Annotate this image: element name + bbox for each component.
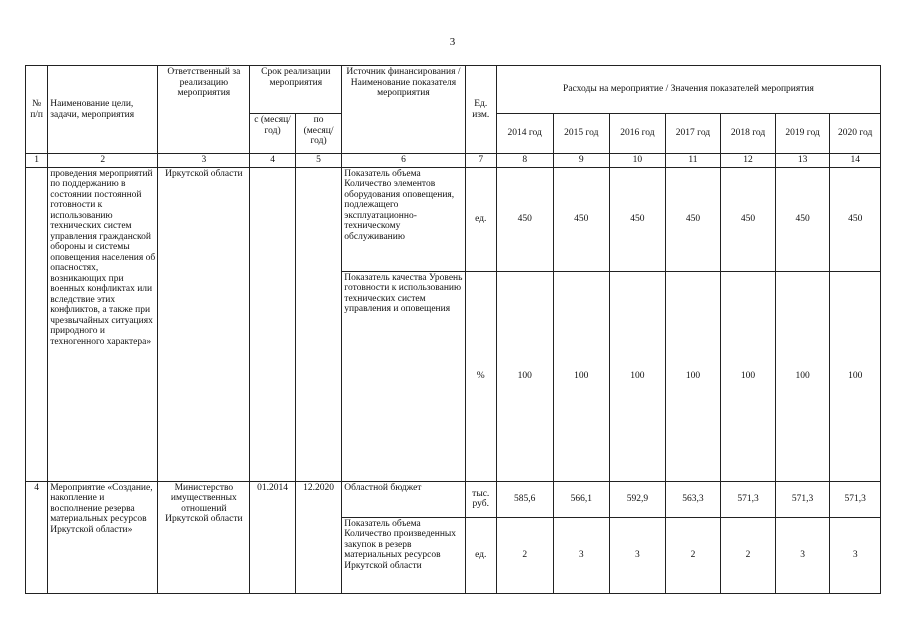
- header-expenses: Расходы на мероприятие / Значения показателей мероприятия: [496, 66, 880, 114]
- header-unit: Ед. изм.: [465, 66, 496, 154]
- header-responsible: Ответственный за реализацию мероприятия: [158, 66, 250, 154]
- value-2019: 3: [775, 517, 830, 593]
- value-2015: 100: [553, 271, 610, 481]
- value-2014: 2: [496, 517, 553, 593]
- indicator-name: Показатель объема Количество произведенных закупок в резерв материальных ресурсов Иркутской области: [342, 517, 465, 593]
- header-year-2020: 2020 год: [830, 114, 881, 154]
- period-from: 01.2014: [250, 481, 295, 593]
- value-2018: 2: [721, 517, 776, 593]
- value-2017: 563,3: [665, 481, 721, 517]
- value-2018: 450: [721, 167, 776, 271]
- indicator-name: Показатель качества Уровень готовности к использованию технических систем управления и оповещения: [342, 271, 465, 481]
- column-number-row: [26, 154, 881, 168]
- value-2015: 3: [553, 517, 610, 593]
- row-num: 4: [26, 481, 48, 593]
- value-2016: 100: [610, 271, 666, 481]
- header-year-2019: 2019 год: [775, 114, 830, 154]
- header-row-top: [26, 66, 881, 114]
- program-table: [25, 65, 881, 594]
- column-number: 11: [665, 154, 721, 168]
- value-2015: 566,1: [553, 481, 610, 517]
- value-2014: 100: [496, 271, 553, 481]
- value-2016: 3: [610, 517, 666, 593]
- value-2017: 450: [665, 167, 721, 271]
- value-2019: 571,3: [775, 481, 830, 517]
- column-number: 12: [721, 154, 776, 168]
- unit: ед.: [465, 517, 496, 593]
- header-year-2018: 2018 год: [721, 114, 776, 154]
- column-number: 7: [465, 154, 496, 168]
- period-to: 12.2020: [295, 481, 342, 593]
- column-number: 6: [342, 154, 465, 168]
- value-2016: 450: [610, 167, 666, 271]
- column-number: 14: [830, 154, 881, 168]
- activity-responsible: Иркутской области: [158, 167, 250, 481]
- value-2020: 450: [830, 167, 881, 271]
- value-2016: 592,9: [610, 481, 666, 517]
- value-2020: 571,3: [830, 481, 881, 517]
- value-2019: 100: [775, 271, 830, 481]
- header-year-2015: 2015 год: [553, 114, 610, 154]
- page-number: 3: [449, 36, 456, 48]
- header-to: по (месяц/ год): [295, 114, 342, 154]
- header-source: Источник финансирования / Наименование показателя мероприятия: [342, 66, 465, 154]
- activity-name: проведения мероприятий по поддержанию в состоянии постоянной готовности к использованию технических систем управления гражданской обороны и системы оповещения населения об опасностях, возникающих при военных конфликтах или вследствие этих конфликтов, а также при чрезвычайных ситуациях природного и техногенного характера»: [48, 167, 158, 481]
- header-num: № п/п: [26, 66, 48, 154]
- value-2020: 3: [830, 517, 881, 593]
- column-number: 5: [295, 154, 342, 168]
- column-number: 1: [26, 154, 48, 168]
- value-2018: 571,3: [721, 481, 776, 517]
- funding-source: Областной бюджет: [342, 481, 465, 517]
- indicator-name: Показатель объема Количество элементов оборудования оповещения, подлежащего эксплуатационно-техническому обслуживанию: [342, 167, 465, 271]
- activity-name: Мероприятие «Создание, накопление и восполнение резерва материальных ресурсов Иркутской области»: [48, 481, 158, 593]
- period-to-empty: [295, 167, 342, 481]
- header-name: Наименование цели, задачи, мероприятия: [48, 66, 158, 154]
- unit: ед.: [465, 167, 496, 271]
- column-number: 2: [48, 154, 158, 168]
- column-number: 8: [496, 154, 553, 168]
- column-number: 10: [610, 154, 666, 168]
- header-from: с (месяц/ год): [250, 114, 295, 154]
- value-2017: 2: [665, 517, 721, 593]
- value-2015: 450: [553, 167, 610, 271]
- column-number: 3: [158, 154, 250, 168]
- header-year-2014: 2014 год: [496, 114, 553, 154]
- value-2014: 450: [496, 167, 553, 271]
- activity-responsible: Министерство имущественных отношений Иркутской области: [158, 481, 250, 593]
- value-2014: 585,6: [496, 481, 553, 517]
- row-num-empty: [26, 167, 48, 481]
- value-2017: 100: [665, 271, 721, 481]
- unit: тыс. руб.: [465, 481, 496, 517]
- unit: %: [465, 271, 496, 481]
- value-2020: 100: [830, 271, 881, 481]
- value-2018: 100: [721, 271, 776, 481]
- header-year-2017: 2017 год: [665, 114, 721, 154]
- value-2019: 450: [775, 167, 830, 271]
- column-number: 9: [553, 154, 610, 168]
- table-row: [26, 167, 881, 271]
- header-period: Срок реализации мероприятия: [250, 66, 342, 114]
- column-number: 13: [775, 154, 830, 168]
- period-from-empty: [250, 167, 295, 481]
- column-number: 4: [250, 154, 295, 168]
- table-row: [26, 481, 881, 517]
- header-year-2016: 2016 год: [610, 114, 666, 154]
